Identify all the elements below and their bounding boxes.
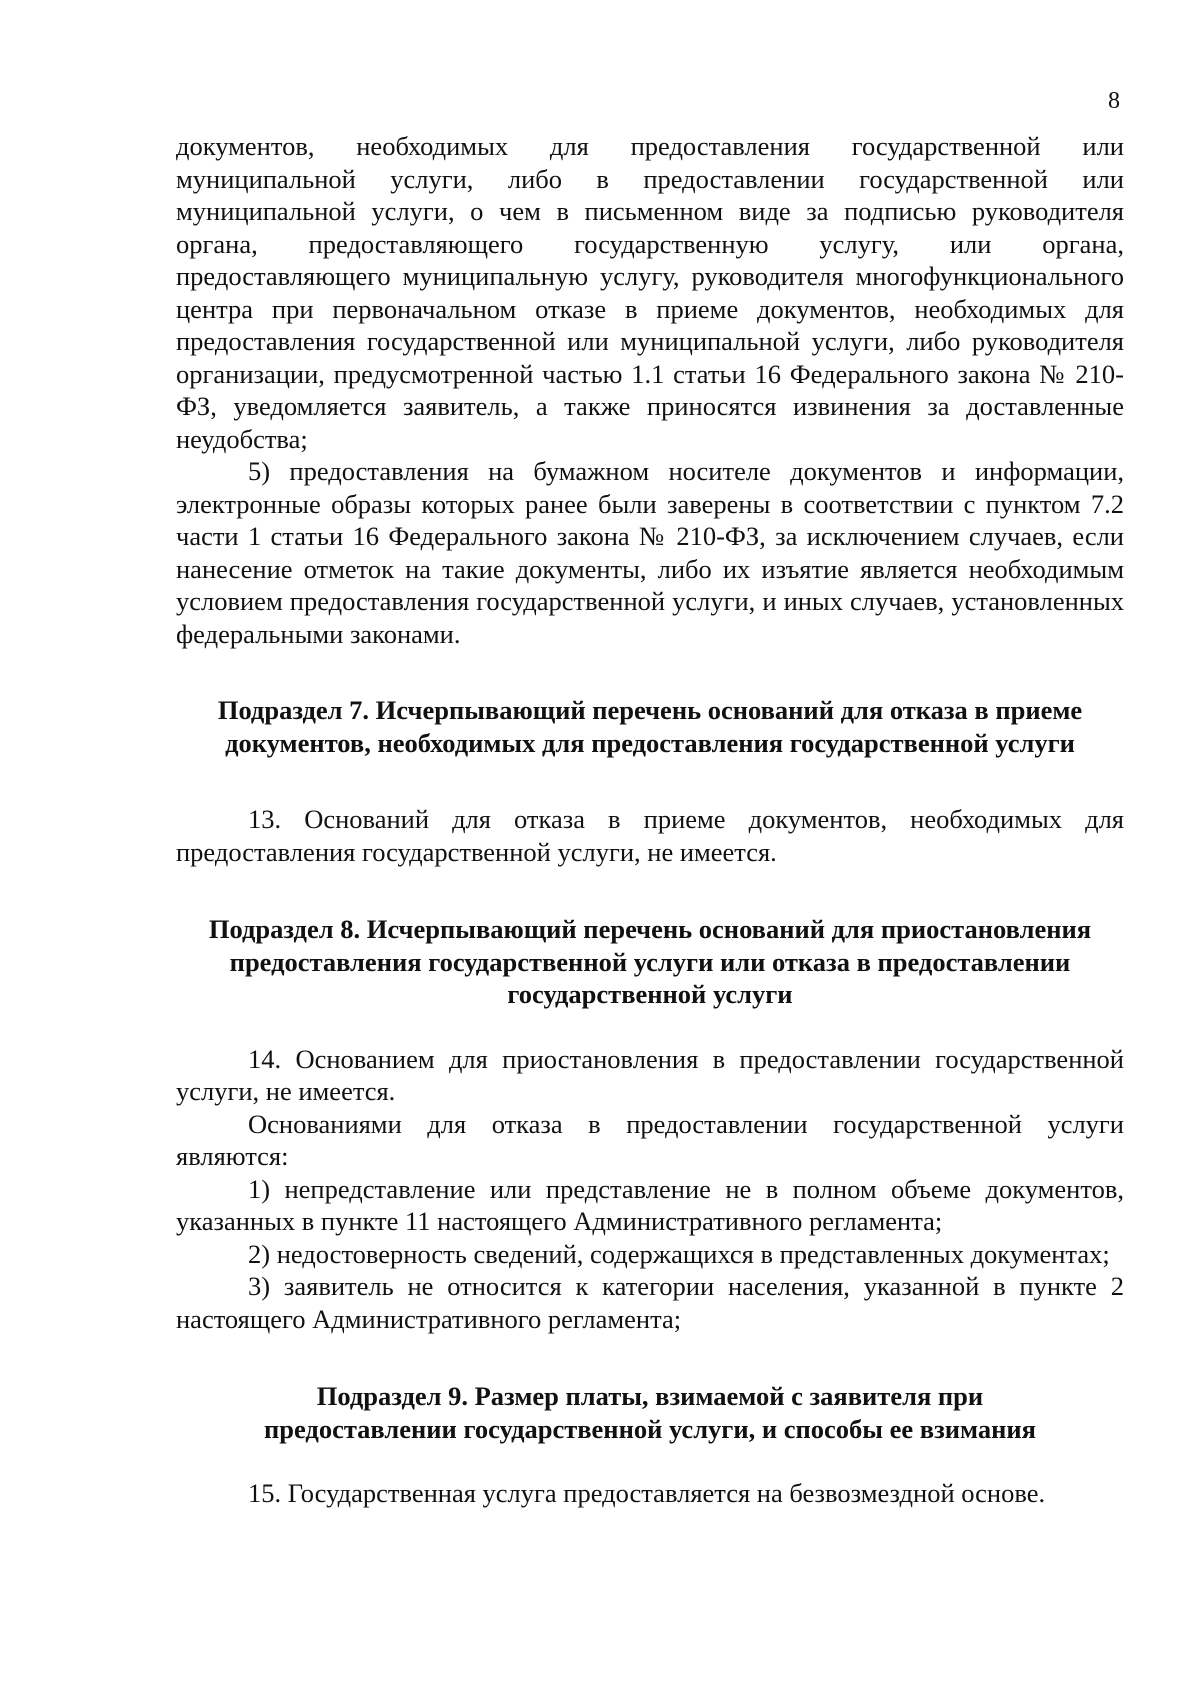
document-body: [176, 130, 1124, 1510]
page-number: 8: [1108, 88, 1120, 114]
paragraph-13: 13. Оснований для отказа в приеме документов, необходимых для предоставления государственной услуги, не имеется.: [176, 804, 1124, 867]
paragraph-ground-3: 3) заявитель не относится к категории населения, указанной в пункте 2 настоящего Административного регламента;: [176, 1271, 1124, 1334]
paragraph-14: 14. Основанием для приостановления в предоставлении государственной услуги, не имеется.: [176, 1043, 1124, 1106]
section-7-heading: Подраздел 7. Исчерпывающий перечень оснований для отказа в приеме документов, необходимых для предоставления государственной услуги: [217, 695, 1083, 758]
section-9-heading: Подраздел 9. Размер платы, взимаемой с заявителя при предоставлении государственной услуги, и способы ее взимания: [264, 1381, 1036, 1444]
section-8-heading: Подраздел 8. Исчерпывающий перечень оснований для приостановления предоставления государственной услуги или отказа в предоставлении государственной услуги: [208, 914, 1092, 1009]
paragraph-15: 15. Государственная услуга предоставляется на безвозмездной основе.: [248, 1478, 1046, 1508]
paragraph-ground-1: 1) непредставление или представление не в полном объеме документов, указанных в пункте 11 настоящего Административного регламента;: [176, 1173, 1124, 1236]
paragraph-continuation: документов, необходимых для предоставления государственной или муниципальной услуги, либо в предоставлении государственной или муниципальной услуги, о чем в письменном виде за подписью руководителя органа, предоставляющего государственную услугу, или органа, предоставляющего муниципальную услугу, руководителя многофункционального центра при первоначальном отказе в приеме документов, необходимых для предоставления государственной или муниципальной услуги, либо руководителя организации, предусмотренной частью 1.1 статьи 16 Федерального закона № 210-ФЗ, уведомляется заявитель, а также приносятся извинения за доставленные неудобства;: [176, 131, 1124, 454]
paragraph-ground-2: 2) недостоверность сведений, содержащихся в представленных документах;: [248, 1238, 1110, 1269]
paragraph-refusal-grounds: Основаниями для отказа в предоставлении государственной услуги являются:: [176, 1108, 1124, 1171]
paragraph-item-5: 5) предоставления на бумажном носителе документов и информации, электронные образы которых ранее были заверены в соответствии с пунктом 7.2 части 1 статьи 16 Федерального закона № 210-ФЗ, за исключением случаев, если нанесение отметок на такие документы, либо их изъятие является необходимым условием предоставления государственной услуги, и иных случаев, установленных федеральными законами.: [176, 456, 1124, 649]
